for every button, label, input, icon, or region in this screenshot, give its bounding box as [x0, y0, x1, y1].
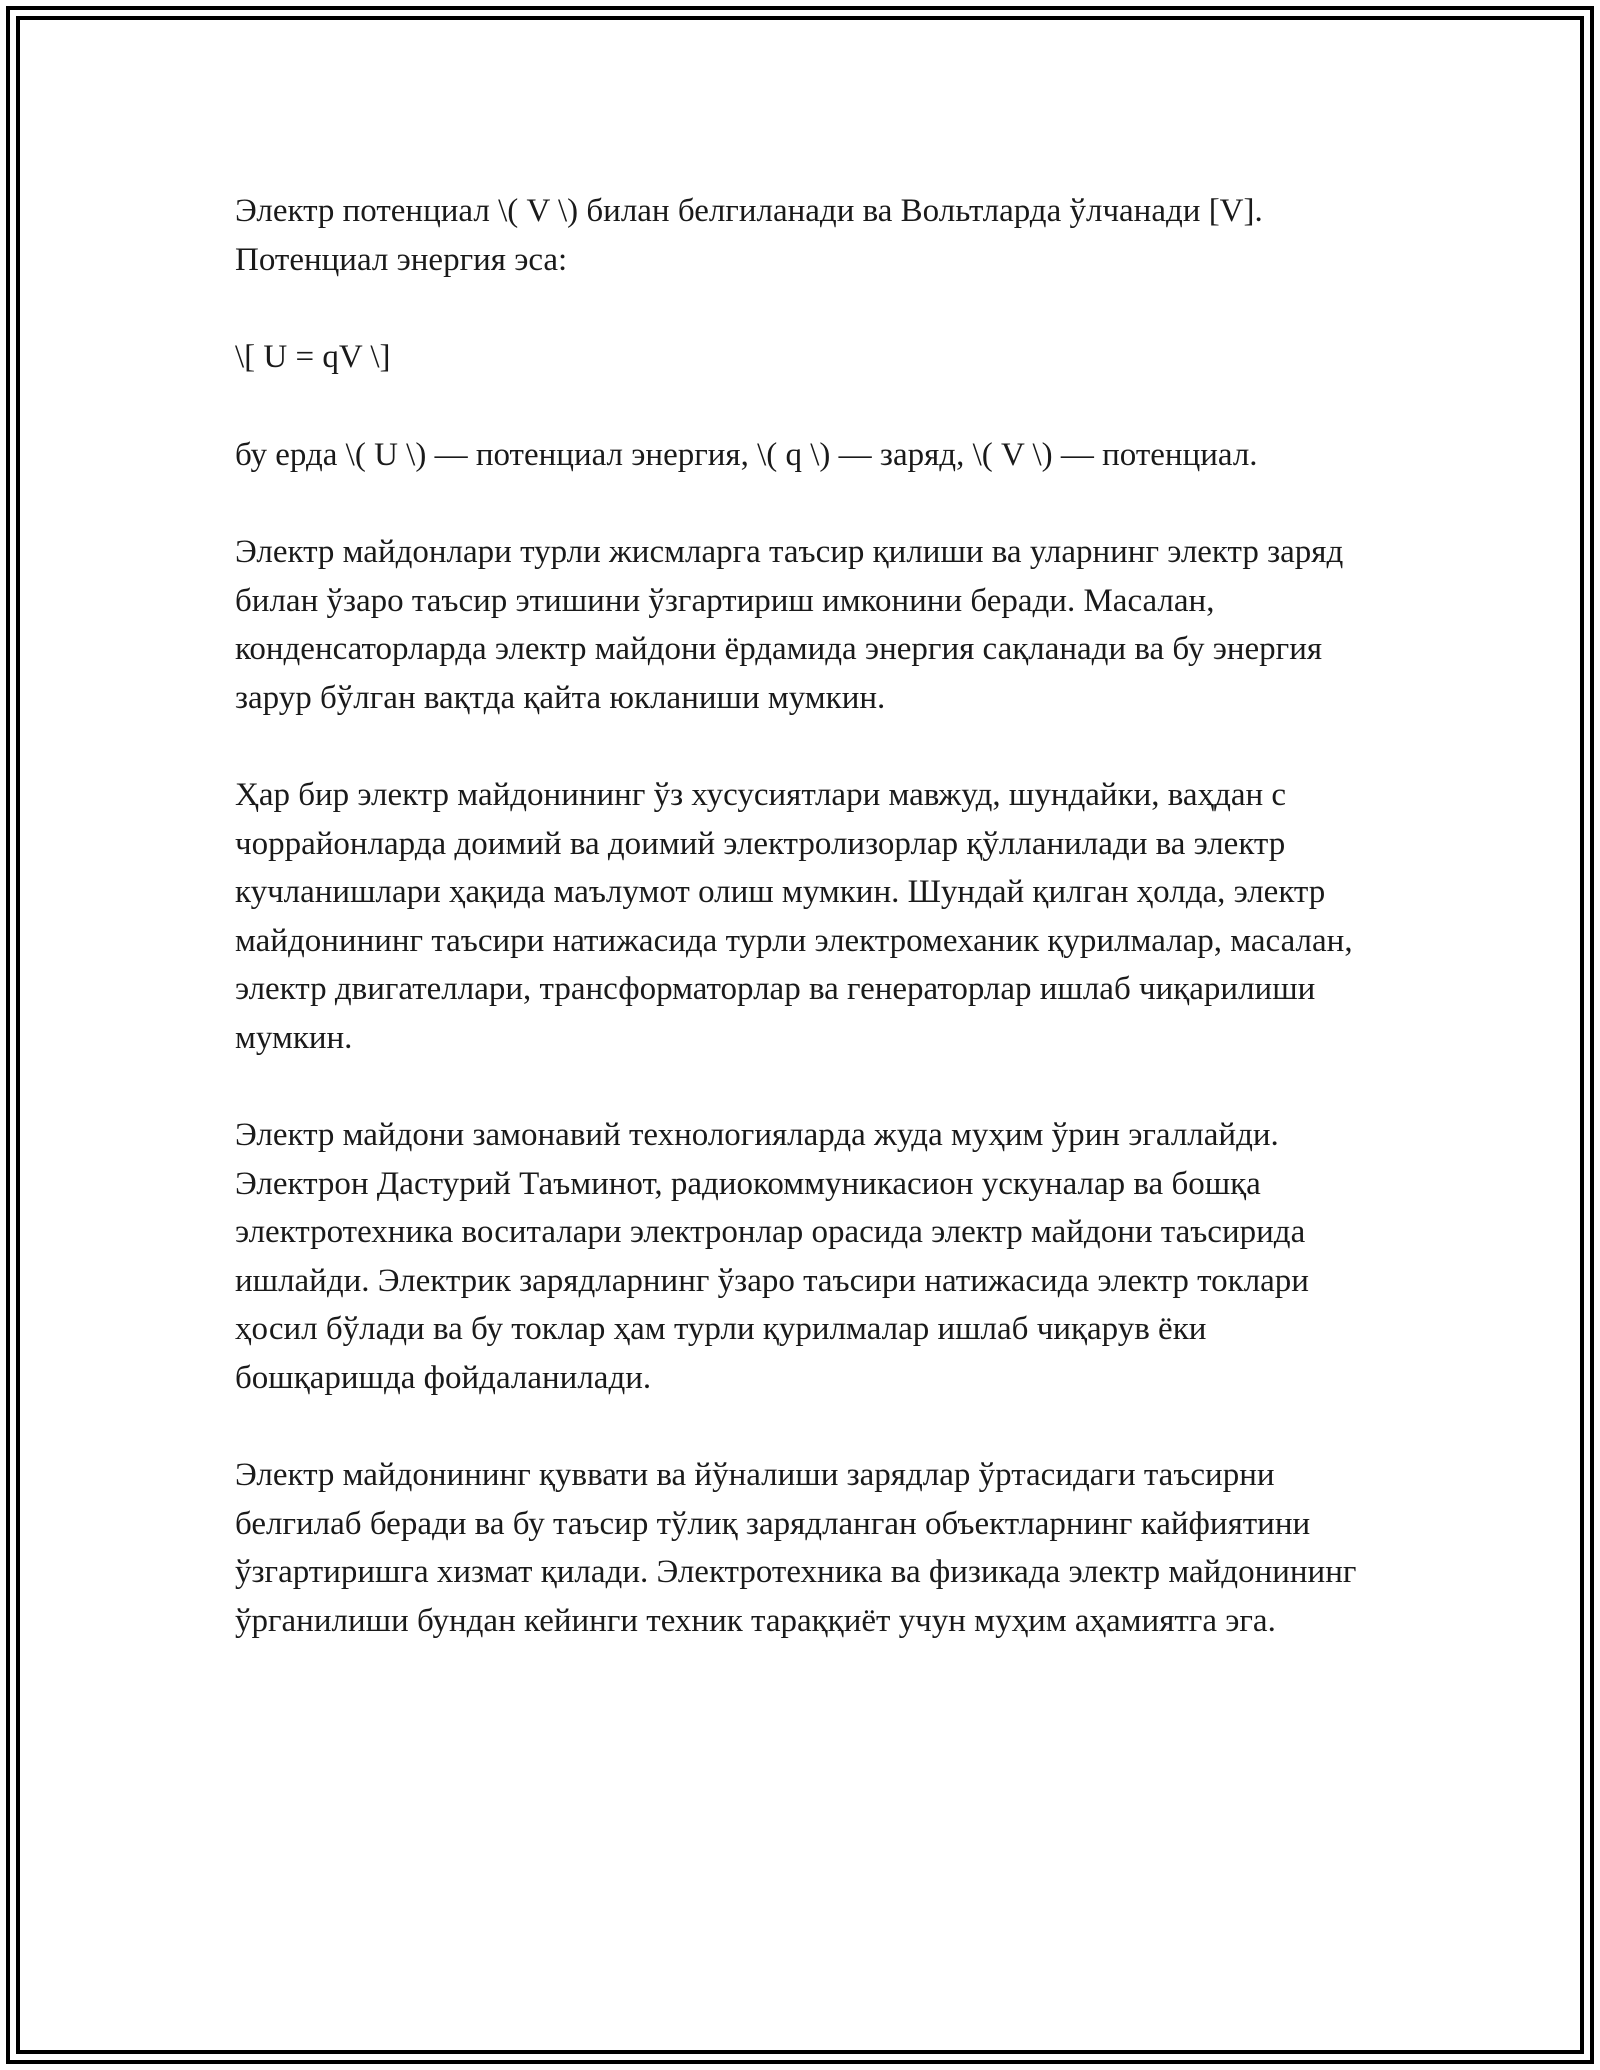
- paragraph-modern-technology: Электр майдони замонавий технологияларда жуда муҳим ўрин эгаллайди. Электрон Дастурий Таъминот, радиокоммуникасион ускуналар ва бошқа электротехника воситалари электронлар орасида электр майдони таъсирида ишлайди. Электрик зарядларнинг ўзаро таъсири натижасида электр токлари ҳосил бўлади ва бу токлар ҳам турли қурилмалар ишлаб чиқарув ёки бошқаришда фойдаланилади.: [235, 1117, 1309, 1396]
- paragraph-field-properties: Ҳар бир электр майдонининг ўз хусусиятлари мавжуд, шундайки, ваҳдан с чоррайонларда доимий ва доимий электролизорлар қўлланилади ва электр кучланишлари ҳақида маълумот олиш мумкин. Шундай қилган ҳолда, электр майдонининг таъсири натижасида турли электромеханик қурилмалар, масалан, электр двигателлари, трансформаторлар ва генераторлар ишлаб чиқарилиши мумкин.: [235, 777, 1353, 1056]
- equation-potential-energy: \[ U = qV \]: [235, 339, 391, 375]
- paragraph-field-effects: Электр майдонлари турли жисмларга таъсир қилиши ва уларнинг электр заряд билан ўзаро таъсир этишини ўзгартириш имконини беради. Масалан, конденсаторларда электр майдони ёрдамида энергия сақланади ва бу энергия зарур бўлган вақтда қайта юкланиши мумкин.: [235, 534, 1344, 716]
- paragraph-potential-definition: Электр потенциал \( V \) билан белгиланади ва Вольтларда ўлчанади [V]. Потенциал энергия эса:: [235, 193, 1263, 278]
- document-body: [235, 187, 1365, 1694]
- paragraph-field-power-direction: Электр майдонининг қуввати ва йўналиши зарядлар ўртасидаги таъсирни белгилаб беради ва бу таъсир тўлиқ зарядланган объектларнинг кайфиятини ўзгартиришга хизмат қилади. Электротехника ва физикада электр майдонининг ўрганилиши бундан кейинги техник тараққиёт учун муҳим аҳамиятга эга.: [235, 1457, 1357, 1639]
- paragraph-variable-legend: бу ерда \( U \) — потенциал энергия, \( q \) — заряд, \( V \) — потенциал.: [235, 436, 1258, 473]
